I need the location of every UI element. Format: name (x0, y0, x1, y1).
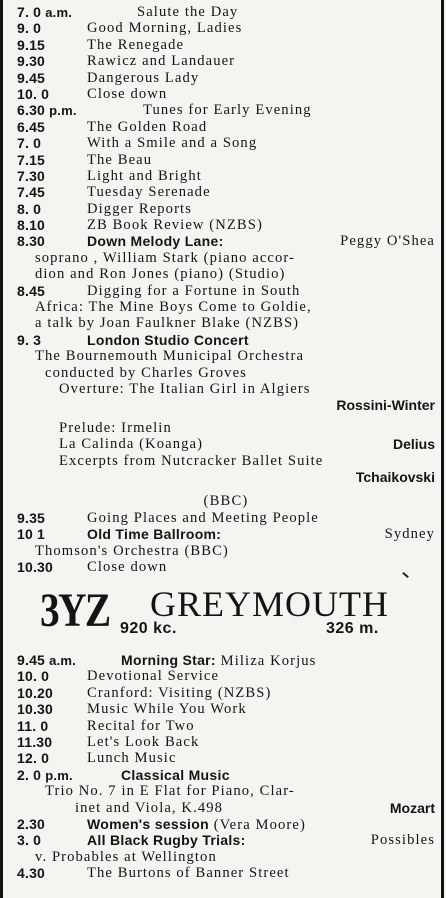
schedule-row (17, 201, 435, 217)
composer: Delius (392, 436, 435, 453)
time: 10.30 (17, 701, 54, 718)
program: Tunes for Early Evening (143, 102, 312, 119)
program: Close down (87, 85, 168, 102)
program-detail: (Vera Moore) (213, 816, 306, 833)
program-title: All Black Rugby Trials: (87, 832, 246, 849)
program: Digger Reports (87, 200, 192, 217)
time: 7.30 (17, 167, 46, 184)
continuation-line: Prelude: Irmelin (59, 419, 172, 436)
program: The Beau (87, 151, 153, 168)
station-frequency: 920 kc. (120, 620, 177, 637)
schedule-row (17, 668, 435, 684)
time: 10.30 (17, 558, 54, 575)
composer: Tchaikovski (355, 468, 435, 485)
program-detail: Sydney (384, 526, 435, 543)
program: With a Smile and a Song (87, 135, 258, 152)
program: ZB Book Review (NZBS) (87, 217, 263, 234)
time: 2. 0 p.m. (17, 766, 73, 783)
time: 7.45 (17, 184, 46, 201)
continuation-line: Overture: The Italian Girl in Algiers (59, 380, 311, 397)
time: 3. 0 (17, 832, 42, 849)
program-detail: Miliza Korjus (220, 653, 317, 669)
program-title: Old Time Ballroom: (87, 526, 222, 543)
schedule-row (17, 86, 435, 102)
time: 8.10 (17, 217, 46, 234)
schedule-row-womens (17, 816, 435, 832)
schedule-row-down-melody (17, 233, 435, 249)
continuation-line: Africa: The Mine Boys Come to Goldie, (35, 299, 312, 316)
composer: Rossini-Winter (336, 397, 435, 414)
schedule-row (17, 510, 435, 526)
schedule-row (17, 685, 435, 701)
time: 10. 0 (17, 668, 50, 685)
program: Let's Look Back (87, 733, 200, 750)
schedule-row (17, 37, 435, 53)
continuation-line: conducted by Charles Groves (45, 364, 247, 381)
second-schedule-block (17, 652, 435, 881)
program: The Golden Road (87, 118, 208, 135)
time: 11.30 (17, 733, 53, 750)
schedule-row (17, 102, 435, 118)
time: 8.45 (17, 282, 46, 299)
program: Good Morning, Ladies (87, 20, 243, 37)
time: 9.30 (17, 53, 46, 70)
program: Close down (87, 558, 168, 575)
schedule-row (17, 559, 435, 575)
schedule-row (17, 70, 435, 86)
time: 6.30 p.m. (17, 102, 77, 119)
program: Devotional Service (87, 668, 220, 685)
schedule-row (17, 53, 435, 69)
left-column-rule (0, 0, 3, 898)
schedule-row (17, 701, 435, 717)
program: Salute the Day (137, 4, 239, 20)
program-title: Classical Music (121, 766, 230, 783)
time: 9.45 a.m. (17, 652, 76, 668)
schedule-row-classical (17, 767, 435, 783)
schedule-row-digging (17, 283, 435, 299)
continuation-line: Thomson's Orchestra (BBC) (35, 542, 229, 559)
time: 2.30 (17, 815, 46, 832)
program: Music While You Work (87, 701, 247, 718)
program: Recital for Two (87, 717, 195, 734)
schedule-row (17, 20, 435, 36)
time: 10. 0 (17, 85, 50, 102)
time: 7. 0 (17, 135, 42, 152)
composer-line (17, 397, 435, 413)
time: 7.15 (17, 151, 46, 168)
schedule-row (17, 152, 435, 168)
schedule-row (17, 168, 435, 184)
time: 6.45 (17, 118, 46, 135)
continuation-line: Excerpts from Nutcracker Ballet Suite (59, 452, 324, 469)
continuation-line: La Calinda (Koanga) Delius (59, 436, 435, 453)
composer-line (17, 469, 435, 485)
time: 8. 0 (17, 200, 42, 217)
program-title: Down Melody Lane: (87, 233, 224, 250)
program: Digging for a Fortune in South (87, 282, 301, 299)
program-title: Women's session (87, 815, 209, 832)
station-header (40, 584, 420, 644)
composer: Mozart (389, 799, 435, 816)
right-column-rule (441, 0, 444, 898)
schedule-row (17, 865, 435, 881)
schedule-row (17, 4, 435, 20)
time: 9.15 (17, 36, 46, 53)
schedule-row (17, 718, 435, 734)
schedule-row-concert (17, 332, 435, 348)
time: 12. 0 (17, 750, 50, 767)
program: Going Places and Meeting People (87, 509, 319, 526)
continuation-line: dion and Ron Jones (piano) (Studio) (35, 266, 286, 283)
time: 10 1 (17, 526, 46, 543)
time: 9. 3 (17, 331, 42, 348)
program-detail: Peggy O'Shea (340, 233, 435, 250)
program: Light and Bright (87, 167, 202, 184)
first-schedule-block (17, 4, 435, 575)
schedule-row (17, 652, 435, 668)
program-title: London Studio Concert (87, 331, 249, 348)
continuation-line: Trio No. 7 in E Flat for Piano, Clar- (45, 783, 295, 800)
continuation-line: a talk by Joan Faulkner Blake (NZBS) (35, 315, 300, 332)
program: The Burtons of Banner Street (87, 865, 290, 882)
continuation-line: v. Probables at Wellington (35, 848, 217, 865)
schedule-row (17, 217, 435, 233)
time: 9. 0 (17, 20, 42, 37)
station-callsign: 3YZ (40, 584, 110, 637)
program: Rawicz and Landauer (87, 53, 236, 70)
program: Tuesday Serenade (87, 184, 211, 201)
program: The Renegade (87, 36, 185, 53)
schedule-row (17, 750, 435, 766)
program-title: Morning Star: (121, 652, 216, 668)
station-city: GREYMOUTH (150, 584, 389, 624)
time: 4.30 (17, 865, 46, 882)
schedule-row (17, 135, 435, 151)
time: 11. 0 (17, 717, 49, 734)
program: Dangerous Lady (87, 69, 200, 86)
schedule-row (17, 119, 435, 135)
credit-line: (BBC) (203, 493, 249, 510)
schedule-row (17, 734, 435, 750)
program: Lunch Music (87, 750, 177, 767)
schedule-row-ballroom (17, 526, 435, 542)
program-detail: Possibles (370, 832, 435, 849)
station-wavelength: 326 m. (326, 620, 379, 637)
time: 9.45 (17, 69, 46, 86)
time: 9.35 (17, 509, 46, 526)
program: Cranford: Visiting (NZBS) (87, 684, 272, 701)
time: 8.30 (17, 233, 46, 250)
continuation-line: soprano , William Stark (piano accor- (35, 249, 296, 266)
schedule-row-rugby (17, 832, 435, 848)
time: 10.20 (17, 684, 54, 701)
schedule-row (17, 184, 435, 200)
time: 7. 0 a.m. (17, 4, 73, 20)
continuation-line: The Bournemouth Municipal Orchestra (35, 348, 305, 365)
continuation-line: inet and Viola, K.498 Mozart (75, 799, 435, 816)
